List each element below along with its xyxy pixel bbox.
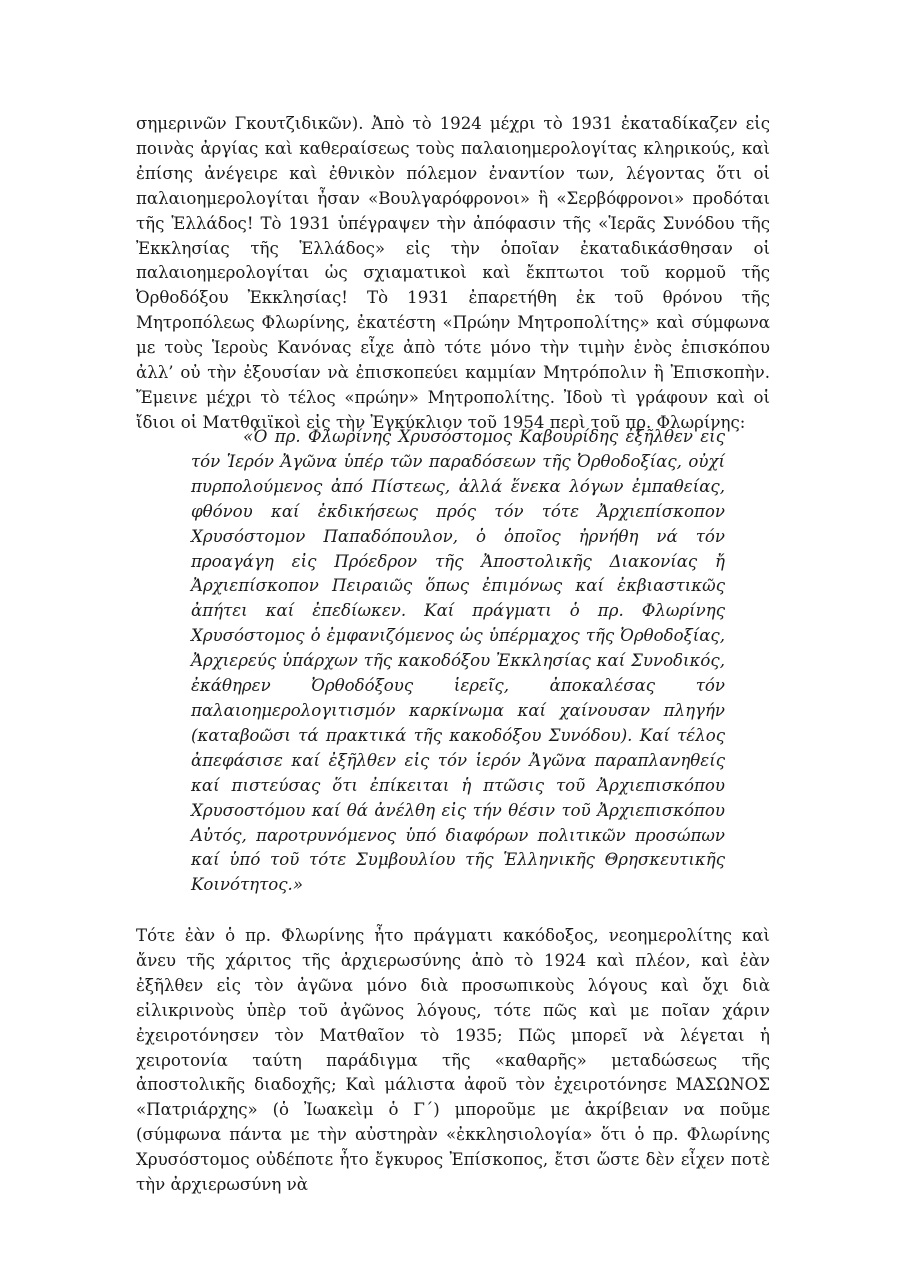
block-quote: «Ὁ πρ. Φλωρίνης Χρυσόστομος Καβουρίδης ἐξῆλθεν εἰς τόν Ἱερόν Ἀγῶνα ὑπέρ τῶν παραδόσεων τῆς Ὀρθοδοξίας, οὐχί πυρπολούμενος ἀπό Πίστεως, ἀλλά ἕνεκα λόγων ἐμπαθείας, φθόνου καί ἐκδικήσεως πρός τόν τότε Ἀρχιεπίσκοπον Χρυσόστομον Παπαδόπουλον, ὁ ὁποῖος ἠρνήθη νά τόν προαγάγη εἰς Πρόεδρον τῆς Ἀποστολικῆς Διακονίας ἤ Ἀρχιεπίσκοπον Πειραιῶς ὅπως ἐπιμόνως καί ἐκβιαστικῶς ἀπήτει καί ἐπεδίωκεν. Καί πράγματι ὁ πρ. Φλωρίνης Χρυσόστομος ὁ ἐμφανιζόμενος ὡς ὑπέρμαχος τῆς Ὀρθοδοξίας, Ἀρχιερεύς ὑπάρχων τῆς κακοδόξου Ἐκκλησίας καί Συνοδικός, ἐκάθηρεν Ὀρθοδόξους ἱερεῖς, ἀποκαλέσας τόν παλαιοημερολογιτισμόν καρκίνωμα καί χαίνουσαν πληγήν (καταβοῶσι τά πρακτικά τῆς κακοδόξου Συνόδου). Καί τέλος ἀπεφάσισε καί ἐξῆλθεν εἰς τόν ἱερόν Ἀγῶνα παραπλανηθείς καί πιστεύσας ὅτι ἐπίκειται ἡ πτῶσις τοῦ Ἀρχιεπισκόπου Χρυσοστόμου καί θά ἀνέλθη εἰς τήν θέσιν τοῦ Ἀρχιεπισκόπου Αὐτός, παροτρυνόμενος ὑπό διαφόρων πολιτικῶν προσώπων καί ὑπό τοῦ τότε Συμβουλίου τῆς Ἑλληνικῆς Θρησκευτικῆς Κοινότητος.» (191, 427, 725, 895)
paragraph-1: σημερινῶν Γκουτζιδικῶν). Ἀπὸ τὸ 1924 μέχρι τὸ 1931 ἐκαταδίκαζεν εἰς ποινὰς ἀργίας καὶ καθεραίσεως τοὺς παλαιοημερολογίτας κληρικούς, καὶ ἐπίσης ἀνέγειρε καὶ ἐθνικὸν πόλεμον ἐναντίον των, λέγοντας ὅτι οἱ παλαιοημερολογίται ἦσαν «Βουλγαρόφρονοι» ἢ «Σερβόφρονοι» προδόται τῆς Ἑλλάδος! Τὸ 1931 ὑπέγραψεν τὴν ἀπόφασιν τῆς «Ἱερᾶς Συνόδου τῆς Ἐκκλησίας τῆς Ἑλλάδος» εἰς τὴν ὁποῖαν ἐκαταδικάσθησαν οἱ παλαιοημερολογίται ὡς σχιαματικοὶ καὶ ἔκπτωτοι τοῦ κορμοῦ τῆς Ὀρθοδόξου Ἐκκλησίας! Τὸ 1931 ἐπαρετήθη ἐκ τοῦ θρόνου τῆς Μητροπόλεως Φλωρίνης, ἐκατέστη «Πρώην Μητροπολίτης» καὶ σύμφωνα με τοὺς Ἱεροὺς Κανόνας εἶχε ἀπὸ τότε μόνο τὴν τιμὴν ἑνὸς ἐπισκόπου ἀλλ’ οὐ τὴν ἐξουσίαν νὰ ἐπισκοπεύει καμμίαν Μητρόπολιν ἢ Ἐπισκοπὴν. Ἔμεινε μέχρι τὸ τέλος «πρώην» Μητροπολίτης. Ἰδοὺ τὶ γράφουν καὶ οἱ ἴδιοι οἱ Ματθαιϊκοὶ εἰς τὴν Ἐγκύκλιον τοῦ 1954 περὶ τοῦ πρ. Φλωρίνης: (136, 114, 770, 432)
paragraph-2: Τότε ἐὰν ὁ πρ. Φλωρίνης ἦτο πράγματι κακόδοξος, νεοημερολίτης καὶ ἄνευ τῆς χάριτος τῆς ἀρχιερωσύνης ἀπὸ τὸ 1924 καὶ πλέον, καὶ ἐὰν ἐξῆλθεν εἰς τὸν ἀγῶνα μόνο διὰ προσωπικοὺς λόγους καὶ ὄχι διὰ εἰλικρινοὺς ὑπὲρ τοῦ ἀγῶνος λόγους, τότε πῶς καὶ με ποῖαν χάριν ἐχειροτόνησεν τὸν Ματθαῖον τὸ 1935; Πῶς μπορεῖ νὰ λέγεται ἡ χειροτονία ταύτη παράδιγμα τῆς «καθαρῆς» μεταδώσεως τῆς ἀποστολικῆς διαδοχῆς; Καὶ μάλιστα ἀφοῦ τὸν ἐχειροτόνησε ΜΑΣΩΝΟΣ «Πατριάρχης» (ὁ Ἰωακεὶμ ὁ Γ΄) μποροῦμε με ἀκρίβειαν να ποῦμε (σύμφωνα πάντα με τὴν αὐστηρὰν «ἐκκλησιολογία» ὅτι ὁ πρ. Φλωρίνης Χρυσόστομος οὐδέποτε ἦτο ἔγκυρος Ἐπίσκοπος, ἔτσι ὥστε δὲν εἶχεν ποτὲ τὴν ἀρχιερωσύνη νὰ (136, 926, 770, 1195)
